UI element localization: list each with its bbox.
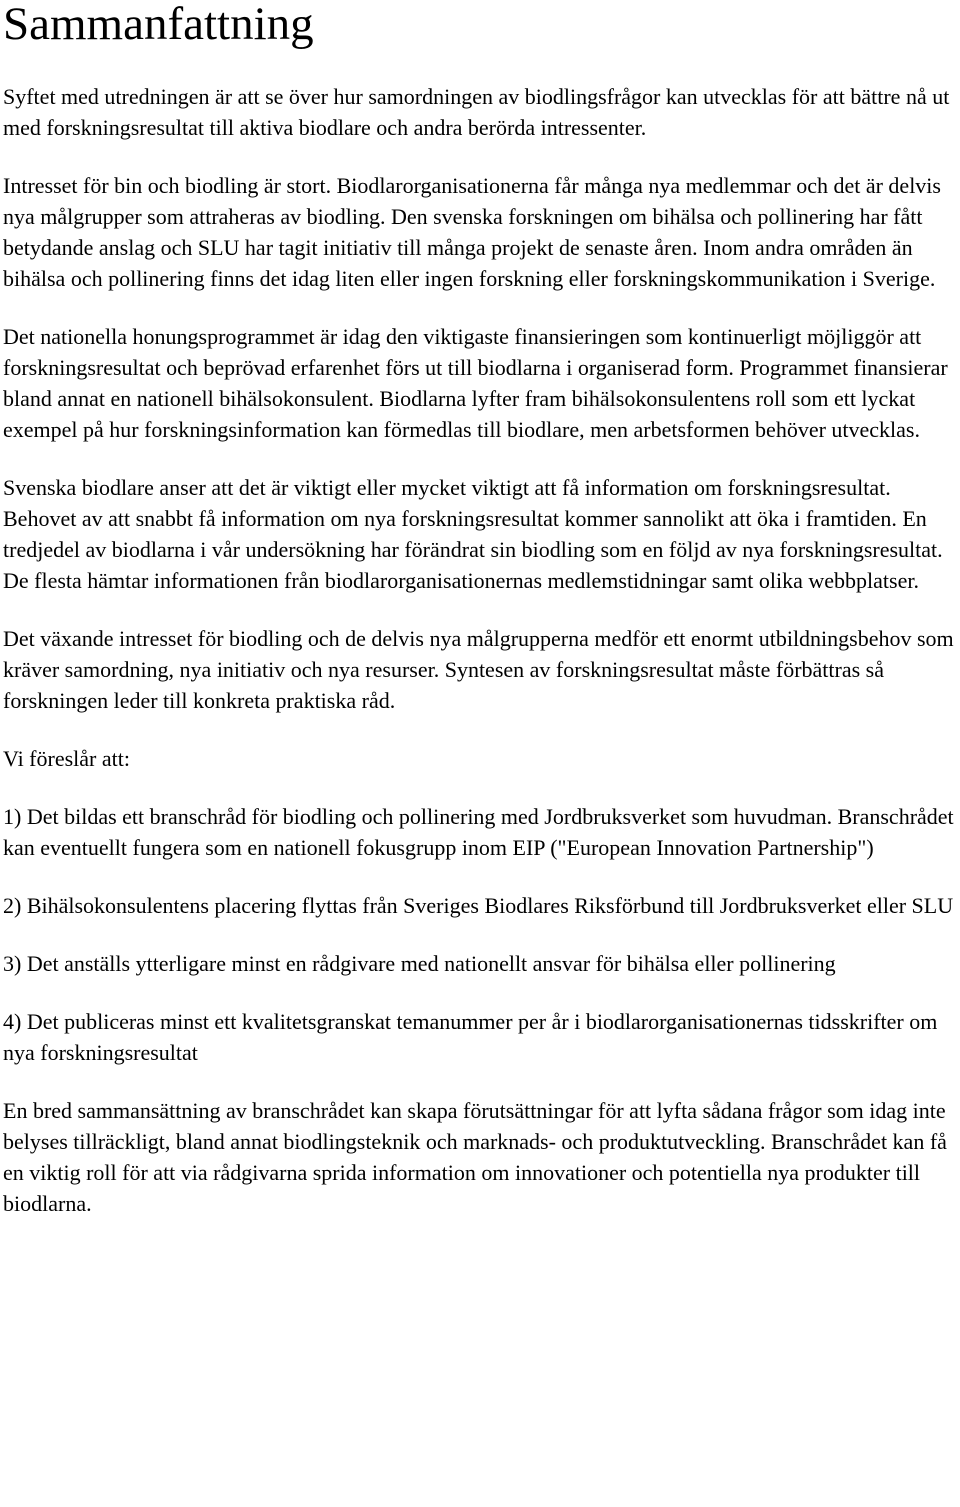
paragraph-beekeepers-opinion: Svenska biodlare anser att det är viktigt eller mycket viktigt att få information om forskningsresultat. Behovet av att snabbt få information om nya forskningsresultat kommer sannolikt att öka i framtiden. En tredjedel av biodlarna i vår undersökning har förändrat sin biodling som en följd av nya forskningsresultat. De flesta hämtar informationen från biodlarorganisationernas medlemstidningar samt olika webbplatser.	[3, 475, 943, 593]
paragraph-interest: Intresset för bin och biodling är stort. Biodlarorganisationerna får många nya medlemmar och det är delvis nya målgrupper som attraheras av biodling. Den svenska forskningen om bihälsa och pollinering har fått betydande anslag och SLU har tagit initiativ till många projekt de senaste åren. Inom andra områden än bihälsa och pollinering finns det idag liten eller ingen forskning eller forskningskommunikation i Sverige.	[3, 173, 941, 291]
paragraph-conclusion: En bred sammansättning av branschrådet kan skapa förutsättningar för att lyfta sådana frågor som idag inte belyses tillräckligt, bland annat biodlingsteknik och marknads- och produktutveckling. Branschrådet kan få en viktig roll för att via rådgivarna sprida information om innovationer och potentiella nya produkter till biodlarna.	[3, 1098, 947, 1216]
paragraph-purpose: Syftet med utredningen är att se över hur samordningen av biodlingsfrågor kan utvecklas för att bättre nå ut med forskningsresultat till aktiva biodlare och andra berörda intressenter.	[3, 84, 950, 140]
proposal-item-3: 3) Det anställs ytterligare minst en rådgivare med nationellt ansvar för bihälsa eller pollinering	[3, 951, 836, 976]
proposal-item-1: 1) Det bildas ett branschråd för biodling och pollinering med Jordbruksverket som huvudman. Branschrådet kan eventuellt fungera som en nationell fokusgrupp inom EIP ("European Innovation Partnership")	[3, 804, 954, 860]
proposal-item-2: 2) Bihälsokonsulentens placering flyttas från Sveriges Biodlares Riksförbund till Jordbruksverket eller SLU	[3, 893, 954, 918]
proposal-item-4: 4) Det publiceras minst ett kvalitetsgranskat temanummer per år i biodlarorganisationernas tidsskrifter om nya forskningsresultat	[3, 1009, 938, 1065]
paragraph-growing-interest: Det växande intresset för biodling och de delvis nya målgrupperna medför ett enormt utbildningsbehov som kräver samordning, nya initiativ och nya resurser. Syntesen av forskningsresultat måste förbättras så forskningen leder till konkreta praktiska råd.	[3, 626, 954, 713]
paragraph-honey-program: Det nationella honungsprogrammet är idag den viktigaste finansieringen som kontinuerligt möjliggör att forskningsresultat och beprövad erfarenhet förs ut till biodlarna i organiserad form. Programmet finansierar bland annat en nationell bihälsokonsulent. Biodlarna lyfter fram bihälsokonsulentens roll som ett lyckat exempel på hur forskningsinformation kan förmedlas till biodlare, men arbetsformen behöver utvecklas.	[3, 324, 948, 442]
page-title: Sammanfattning	[3, 0, 314, 50]
document-body	[3, 81, 960, 1246]
paragraph-proposal-intro: Vi föreslår att:	[3, 746, 130, 771]
